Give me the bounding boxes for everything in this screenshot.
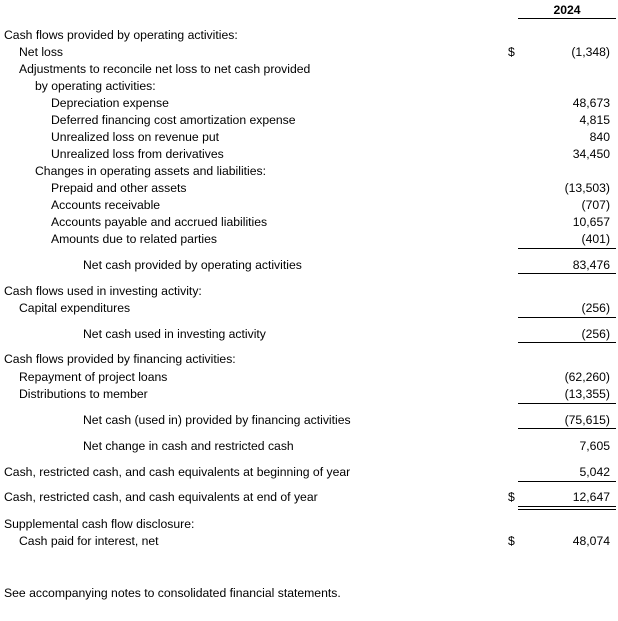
interest-row <box>0 533 618 550</box>
ending-cash-value: 12,647 <box>572 490 610 504</box>
ending-cash-label: Cash, restricted cash, and cash equivalents at end of year <box>4 490 318 504</box>
operating-heading: Cash flows provided by operating activities: <box>4 28 238 42</box>
payable-value: 10,657 <box>572 215 610 229</box>
beginning-cash-value: 5,042 <box>579 465 610 479</box>
deferred-financing-value: 4,815 <box>579 113 610 127</box>
repayment-row <box>0 369 618 386</box>
operating-heading-row <box>0 27 618 44</box>
prepaid-value: (13,503) <box>564 181 610 195</box>
net-loss-label: Net loss <box>19 45 64 59</box>
receivable-row <box>0 197 618 214</box>
payable-label: Accounts payable and accrued liabilities <box>51 215 268 229</box>
operating-net-cash-value: 83,476 <box>572 258 610 272</box>
financing-heading: Cash flows provided by financing activities: <box>4 352 236 366</box>
changes-heading-row <box>0 163 618 180</box>
ending-cash-currency: $ <box>508 490 515 504</box>
beginning-cash-label: Cash, restricted cash, and cash equivalents at beginning of year <box>4 465 351 479</box>
net-loss-currency: $ <box>508 45 515 59</box>
ending-double-underline-bottom <box>518 509 616 510</box>
depreciation-row <box>0 95 618 112</box>
financing-net-cash-value: (75,615) <box>564 413 610 427</box>
prepaid-label: Prepaid and other assets <box>51 181 187 195</box>
investing-heading-row <box>0 283 618 300</box>
header-underline <box>518 18 616 19</box>
financing-subtotal-line <box>518 403 616 404</box>
revenue-put-row <box>0 129 618 146</box>
footnote: See accompanying notes to consolidated financial statements. <box>4 586 341 600</box>
ending-double-underline-top <box>518 506 616 507</box>
investing-heading: Cash flows used in investing activity: <box>4 284 202 298</box>
operating-total-line <box>518 273 616 274</box>
deferred-financing-row <box>0 112 618 129</box>
investing-subtotal-line <box>518 317 616 318</box>
adjustments-row-1 <box>0 61 618 78</box>
deferred-financing-label: Deferred financing cost amortization expense <box>51 113 296 127</box>
financing-net-cash-row <box>0 412 618 429</box>
operating-net-cash-row <box>0 257 618 274</box>
capex-value: (256) <box>581 301 610 315</box>
derivatives-value: 34,450 <box>572 147 610 161</box>
receivable-value: (707) <box>581 198 610 212</box>
investing-total-line <box>518 342 616 343</box>
derivatives-row <box>0 146 618 163</box>
investing-net-cash-row <box>0 326 618 343</box>
adjustments-row-2 <box>0 78 618 95</box>
revenue-put-label: Unrealized loss on revenue put <box>51 130 220 144</box>
footnote-row <box>0 585 618 602</box>
operating-subtotal-line <box>518 248 616 249</box>
year-header: 2024 <box>553 3 581 17</box>
net-loss-value: (1,348) <box>571 45 610 59</box>
repayment-value: (62,260) <box>564 370 610 384</box>
investing-net-cash-value: (256) <box>581 327 610 341</box>
financing-net-cash-label: Net cash (used in) provided by financing activities <box>83 413 351 427</box>
financing-heading-row <box>0 351 618 368</box>
beginning-underline <box>518 481 616 482</box>
prepaid-row <box>0 180 618 197</box>
capex-label: Capital expenditures <box>19 301 131 315</box>
revenue-put-value: 840 <box>589 130 610 144</box>
interest-currency: $ <box>508 534 515 548</box>
net-change-value: 7,605 <box>579 439 610 453</box>
supplemental-heading: Supplemental cash flow disclosure: <box>4 517 195 531</box>
distributions-row <box>0 386 618 403</box>
related-parties-value: (401) <box>581 232 610 246</box>
beginning-cash-row <box>0 464 618 481</box>
net-loss-row <box>0 44 618 61</box>
depreciation-label: Depreciation expense <box>51 96 169 110</box>
repayment-label: Repayment of project loans <box>19 370 168 384</box>
adjustments-label-2: by operating activities: <box>35 79 156 93</box>
adjustments-label-1: Adjustments to reconcile net loss to net cash provided <box>19 62 311 76</box>
changes-heading: Changes in operating assets and liabilities: <box>35 164 267 178</box>
distributions-value: (13,355) <box>564 387 610 401</box>
derivatives-label: Unrealized loss from derivatives <box>51 147 224 161</box>
related-parties-row <box>0 231 618 248</box>
operating-net-cash-label: Net cash provided by operating activities <box>83 258 302 272</box>
financing-total-line <box>518 428 616 429</box>
ending-cash-row <box>0 489 618 506</box>
interest-label: Cash paid for interest, net <box>19 534 159 548</box>
investing-net-cash-label: Net cash used in investing activity <box>83 327 266 341</box>
capex-row <box>0 300 618 317</box>
net-change-row <box>0 438 618 455</box>
depreciation-value: 48,673 <box>572 96 610 110</box>
interest-value: 48,074 <box>572 534 610 548</box>
net-change-label: Net change in cash and restricted cash <box>83 439 294 453</box>
related-parties-label: Amounts due to related parties <box>51 232 217 246</box>
supplemental-heading-row <box>0 516 618 533</box>
distributions-label: Distributions to member <box>19 387 148 401</box>
receivable-label: Accounts receivable <box>51 198 161 212</box>
payable-row <box>0 214 618 231</box>
